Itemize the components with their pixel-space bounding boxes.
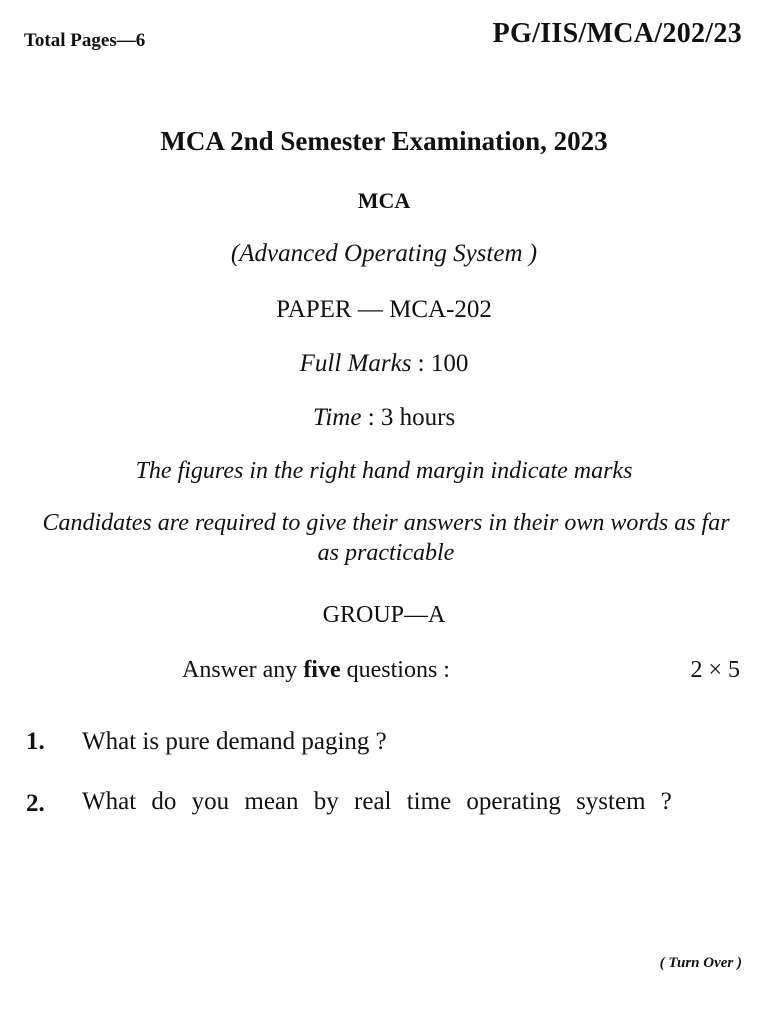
question-number: 2. [26,790,45,817]
time-label: Time [312,404,362,431]
paper-number: PAPER — MCA-202 [276,296,492,323]
subject-name: (Advanced Operating System ) [230,240,538,267]
time-value: : 3 hours [367,404,456,431]
question-number: 1. [26,728,45,755]
group-heading: GROUP—A [322,602,446,628]
margin-marks-instruction: The figures in the right hand margin indicate marks [135,458,633,484]
turn-over-note: ( Turn Over ) [659,955,742,971]
paper-code: PG/IIS/MCA/202/23 [492,18,742,49]
answer-instruction [182,657,450,684]
course-name: MCA [357,188,411,213]
own-words-instruction: Candidates are required to give their answers in their own words as far as practicable [42,510,730,566]
question-text: What do you mean by real time operating system ? [82,788,672,815]
group-marks: 2 × 5 [690,657,740,683]
question-text: What is pure demand paging ? [82,728,387,755]
answer-count: five [303,657,341,683]
answer-suffix: questions : [346,657,450,683]
full-marks-label: Full Marks [299,350,412,377]
full-marks [0,350,768,378]
total-pages: Total Pages—6 [24,30,146,51]
answer-prefix: Answer any [182,657,298,683]
exam-time [0,404,768,432]
full-marks-value: : 100 [417,350,469,377]
exam-title: MCA 2nd Semester Examination, 2023 [160,126,608,156]
